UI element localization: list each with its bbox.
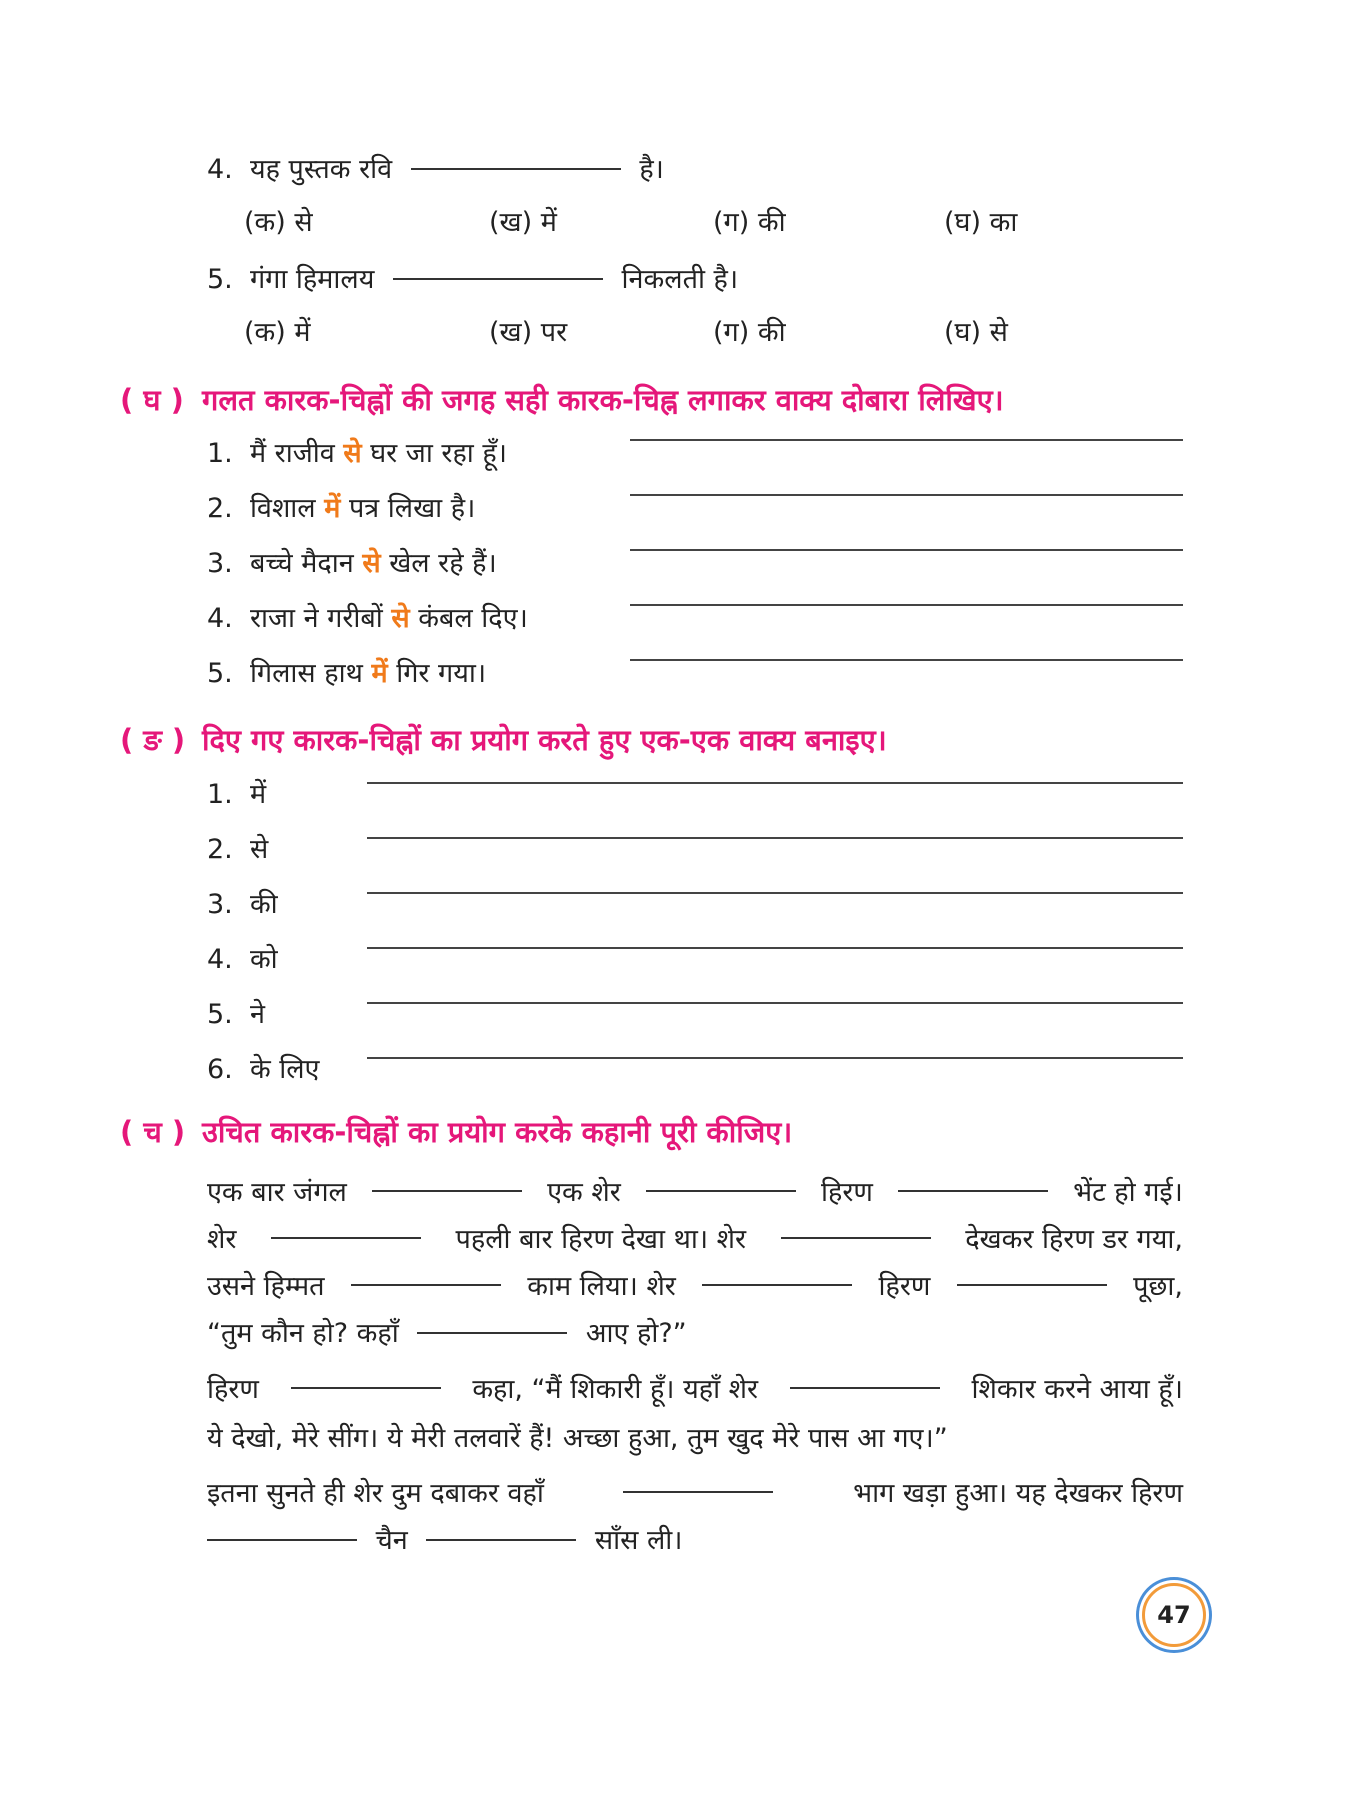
story-blank[interactable] — [351, 1284, 501, 1286]
story-text: उसने हिम्मत — [207, 1271, 325, 1302]
story-text: हिरण — [207, 1374, 259, 1405]
sentence-item-3 — [207, 887, 278, 923]
item-word: की — [249, 889, 278, 920]
item-word: के लिए — [249, 1054, 320, 1085]
item-word: ने — [249, 999, 265, 1030]
correction-item-5 — [207, 656, 486, 692]
item-text: राजा ने गरीबों — [249, 603, 383, 634]
option-gha[interactable]: (घ) का — [944, 207, 1018, 238]
story-blank[interactable] — [291, 1387, 441, 1389]
item-text-end: खेल रहे हैं। — [389, 548, 497, 579]
option-ga[interactable]: (ग) की — [713, 207, 786, 238]
item-word: से — [249, 834, 269, 865]
section-gh-heading — [120, 380, 1004, 420]
story-blank[interactable] — [898, 1190, 1048, 1192]
wrong-marker: से — [391, 603, 410, 634]
correction-item-1 — [207, 436, 507, 472]
story-text: साँस ली। — [594, 1525, 683, 1556]
answer-line[interactable] — [367, 892, 1183, 894]
option-ga[interactable]: (ग) की — [713, 317, 786, 348]
story-text: “तुम कौन हो? कहाँ — [207, 1318, 399, 1349]
item-number: 3. — [207, 889, 233, 920]
item-text: बच्चे मैदान — [249, 548, 354, 579]
item-text: विशाल — [249, 493, 316, 524]
story-text: कहा, “मैं शिकारी हूँ। यहाँ शेर — [472, 1374, 759, 1405]
story-text: हिरण — [878, 1271, 931, 1302]
answer-line[interactable] — [630, 494, 1183, 496]
item-number: 4. — [207, 603, 233, 634]
item-text-end: पत्र लिखा है। — [348, 493, 476, 524]
sentence-item-6 — [207, 1052, 320, 1088]
story-blank[interactable] — [623, 1491, 773, 1493]
story-text: आए हो?” — [585, 1318, 687, 1349]
item-text: मैं राजीव — [249, 438, 335, 469]
story-text: एक बार जंगल — [207, 1177, 347, 1208]
item-number: 2. — [207, 493, 233, 524]
question-number: 4. — [207, 154, 233, 185]
answer-line[interactable] — [367, 1002, 1183, 1004]
sentence-item-5 — [207, 997, 265, 1033]
sentence-item-1 — [207, 777, 266, 813]
item-number: 4. — [207, 944, 233, 975]
item-text-end: कंबल दिए। — [418, 603, 528, 634]
sentence-item-2 — [207, 832, 268, 868]
answer-blank[interactable] — [411, 168, 621, 170]
mcq-question-5 — [207, 262, 738, 298]
story-line-8 — [207, 1523, 683, 1559]
section-ch-heading — [120, 1112, 792, 1152]
option-kha[interactable]: (ख) में — [489, 207, 557, 238]
answer-line[interactable] — [630, 439, 1183, 441]
answer-line[interactable] — [367, 782, 1183, 784]
mcq-question-4 — [207, 152, 664, 188]
story-line-5 — [207, 1372, 1183, 1408]
item-number: 3. — [207, 548, 233, 579]
story-blank[interactable] — [207, 1539, 357, 1541]
correction-item-4 — [207, 601, 528, 637]
question-text: यह पुस्तक रवि — [249, 154, 393, 185]
answer-line[interactable] — [367, 837, 1183, 839]
option-ka[interactable]: (क) में — [244, 317, 311, 348]
answer-blank[interactable] — [393, 278, 603, 280]
item-number: 2. — [207, 834, 233, 865]
item-number: 1. — [207, 438, 233, 469]
story-blank[interactable] — [372, 1190, 522, 1192]
story-blank[interactable] — [646, 1190, 796, 1192]
story-line-7 — [207, 1476, 1183, 1512]
question-text-end: निकलती है। — [621, 264, 739, 295]
story-text: एक शेर — [547, 1177, 621, 1208]
story-blank[interactable] — [417, 1332, 567, 1334]
item-text: गिलास हाथ — [249, 658, 363, 689]
section-title: दिए गए कारक-चिह्नों का प्रयोग करते हुए एक-एक वाक्य बनाइए। — [202, 723, 887, 757]
question-text: गंगा हिमालय — [249, 264, 375, 295]
item-text-end: घर जा रहा हूँ। — [370, 438, 507, 469]
item-text-end: गिर गया। — [396, 658, 487, 689]
story-blank[interactable] — [790, 1387, 940, 1389]
correction-item-3 — [207, 546, 497, 582]
story-line-3 — [207, 1269, 1183, 1305]
answer-line[interactable] — [367, 1057, 1183, 1059]
story-text: देखकर हिरण डर गया, — [965, 1224, 1183, 1255]
story-text: चैन — [375, 1525, 408, 1556]
story-line-6: ये देखो, मेरे सींग। ये मेरी तलवारें हैं! अच्छा हुआ, तुम खुद मेरे पास आ गए।” — [207, 1423, 948, 1454]
story-blank[interactable] — [702, 1284, 852, 1286]
story-line-2 — [207, 1222, 1183, 1258]
correction-item-2 — [207, 491, 475, 527]
option-ka[interactable]: (क) से — [244, 207, 313, 238]
story-text: पहली बार हिरण देखा था। शेर — [455, 1224, 747, 1255]
question-number: 5. — [207, 264, 233, 295]
story-line-4 — [207, 1316, 687, 1352]
option-kha[interactable]: (ख) पर — [489, 317, 568, 348]
item-word: को — [249, 944, 278, 975]
section-ng-heading — [120, 720, 887, 760]
sentence-item-4 — [207, 942, 278, 978]
wrong-marker: में — [324, 493, 341, 524]
question-text-end: है। — [639, 154, 664, 185]
section-marker: ( घ ) — [120, 383, 184, 417]
answer-line[interactable] — [367, 947, 1183, 949]
story-line-1 — [207, 1175, 1183, 1211]
story-text: पूछा, — [1133, 1271, 1183, 1302]
story-blank[interactable] — [781, 1237, 931, 1239]
story-text: हिरण — [820, 1177, 873, 1208]
item-number: 5. — [207, 999, 233, 1030]
item-number: 6. — [207, 1054, 233, 1085]
story-blank[interactable] — [426, 1539, 576, 1541]
wrong-marker: से — [362, 548, 381, 579]
answer-line[interactable] — [630, 549, 1183, 551]
page-number: 47 — [1157, 1601, 1191, 1629]
page-number-badge — [1142, 1583, 1206, 1647]
section-title: गलत कारक-चिह्नों की जगह सही कारक-चिह्न लगाकर वाक्य दोबारा लिखिए। — [202, 383, 1004, 417]
item-number: 5. — [207, 658, 233, 689]
wrong-marker: से — [343, 438, 362, 469]
item-word: में — [249, 779, 267, 810]
story-text: इतना सुनते ही शेर दुम दबाकर वहाँ — [207, 1478, 544, 1509]
answer-line[interactable] — [630, 659, 1183, 661]
story-text: भेंट हो गई। — [1073, 1177, 1183, 1208]
option-gha[interactable]: (घ) से — [944, 317, 1008, 348]
section-marker: ( ङ ) — [120, 723, 186, 757]
story-text: शेर — [207, 1224, 237, 1255]
story-blank[interactable] — [957, 1284, 1107, 1286]
story-text: शिकार करने आया हूँ। — [971, 1374, 1183, 1405]
story-blank[interactable] — [271, 1237, 421, 1239]
story-text: भाग खड़ा हुआ। यह देखकर हिरण — [853, 1478, 1183, 1509]
wrong-marker: में — [371, 658, 388, 689]
section-title: उचित कारक-चिह्नों का प्रयोग करके कहानी पूरी कीजिए। — [202, 1115, 793, 1149]
section-marker: ( च ) — [120, 1115, 186, 1149]
item-number: 1. — [207, 779, 233, 810]
answer-line[interactable] — [630, 604, 1183, 606]
story-text: काम लिया। शेर — [527, 1271, 676, 1302]
